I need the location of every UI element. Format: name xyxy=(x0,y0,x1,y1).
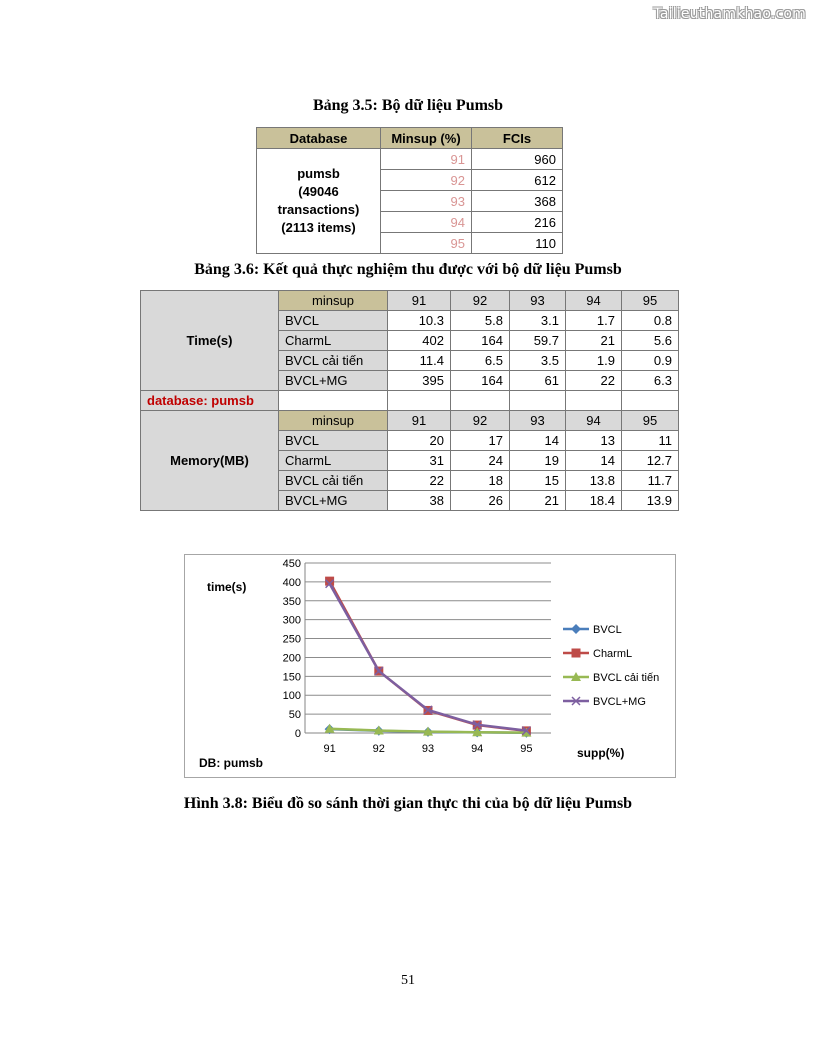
empty-cell xyxy=(566,391,622,411)
fcis-cell: 368 xyxy=(472,191,563,212)
time-value: 6.5 xyxy=(451,351,510,371)
memory-value: 12.7 xyxy=(622,451,679,471)
watermark: Tailieuthamkhao.com xyxy=(653,6,806,22)
empty-cell xyxy=(279,391,388,411)
database-cell xyxy=(257,149,381,254)
minsup-header: 94 xyxy=(566,291,622,311)
algorithm-label: BVCL+MG xyxy=(279,371,388,391)
memory-value: 14 xyxy=(566,451,622,471)
database-items: (2113 items) xyxy=(281,220,356,235)
memory-value: 13.8 xyxy=(566,471,622,491)
figure-caption: Hình 3.8: Biểu đồ so sánh thời gian thực thi của bộ dữ liệu Pumsb xyxy=(183,795,633,812)
x-tick-label: 92 xyxy=(372,743,385,755)
y-tick-label: 300 xyxy=(282,614,301,627)
algorithm-label: BVCL+MG xyxy=(279,491,388,511)
y-axis-title: time(s) xyxy=(207,580,247,594)
minsup-label: minsup xyxy=(279,411,388,431)
y-tick-label: 100 xyxy=(282,690,301,703)
time-value: 3.5 xyxy=(510,351,566,371)
memory-value: 22 xyxy=(388,471,451,491)
legend-marker xyxy=(571,624,581,634)
database-transactions-label: transactions) xyxy=(277,202,360,217)
memory-value: 13 xyxy=(566,431,622,451)
fcis-cell: 612 xyxy=(472,170,563,191)
memory-value: 26 xyxy=(451,491,510,511)
empty-cell xyxy=(510,391,566,411)
time-group-label: Time(s) xyxy=(141,291,279,391)
memory-value: 17 xyxy=(451,431,510,451)
minsup-header: 93 xyxy=(510,291,566,311)
y-tick-label: 0 xyxy=(294,728,301,740)
time-value: 10.3 xyxy=(388,311,451,331)
algorithm-label: CharmL xyxy=(279,331,388,351)
y-tick-label: 50 xyxy=(288,709,301,722)
time-chart xyxy=(184,554,676,778)
time-value: 402 xyxy=(388,331,451,351)
fcis-cell: 960 xyxy=(472,149,563,170)
minsup-cell: 93 xyxy=(381,191,472,212)
legend-label: CharmL xyxy=(593,648,633,660)
minsup-cell: 94 xyxy=(381,212,472,233)
minsup-cell: 95 xyxy=(381,233,472,254)
minsup-header: 95 xyxy=(622,291,679,311)
minsup-header: 91 xyxy=(388,411,451,431)
memory-value: 13.9 xyxy=(622,491,679,511)
y-tick-label: 450 xyxy=(282,558,301,570)
memory-group-label: Memory(MB) xyxy=(141,411,279,511)
y-tick-label: 400 xyxy=(282,576,301,589)
time-value: 11.4 xyxy=(388,351,451,371)
memory-value: 20 xyxy=(388,431,451,451)
x-tick-label: 91 xyxy=(323,743,336,755)
memory-value: 18 xyxy=(451,471,510,491)
algorithm-label: CharmL xyxy=(279,451,388,471)
time-value: 59.7 xyxy=(510,331,566,351)
database-name: pumsb xyxy=(297,166,340,181)
header-database: Database xyxy=(257,128,381,149)
table-3-6 xyxy=(140,290,679,511)
memory-value: 19 xyxy=(510,451,566,471)
chart-note: DB: pumsb xyxy=(199,756,263,770)
x-tick-label: 94 xyxy=(471,743,484,755)
x-tick-label: 93 xyxy=(421,743,435,755)
memory-value: 31 xyxy=(388,451,451,471)
time-value: 5.8 xyxy=(451,311,510,331)
empty-cell xyxy=(622,391,679,411)
algorithm-label: BVCL cải tiến xyxy=(279,351,388,371)
time-value: 6.3 xyxy=(622,371,679,391)
minsup-header: 92 xyxy=(451,411,510,431)
time-value: 5.6 xyxy=(622,331,679,351)
minsup-header: 93 xyxy=(510,411,566,431)
chart-svg xyxy=(185,555,675,777)
minsup-label: minsup xyxy=(279,291,388,311)
fcis-cell: 110 xyxy=(472,233,563,254)
time-value: 22 xyxy=(566,371,622,391)
header-fcis: FCIs xyxy=(472,128,563,149)
minsup-cell: 92 xyxy=(381,170,472,191)
legend-label: BVCL+MG xyxy=(593,696,646,708)
page-number: 51 xyxy=(401,973,415,988)
time-value: 3.1 xyxy=(510,311,566,331)
minsup-header: 91 xyxy=(388,291,451,311)
algorithm-label: BVCL xyxy=(279,431,388,451)
time-value: 21 xyxy=(566,331,622,351)
time-value: 61 xyxy=(510,371,566,391)
empty-cell xyxy=(451,391,510,411)
memory-value: 38 xyxy=(388,491,451,511)
memory-value: 15 xyxy=(510,471,566,491)
legend-marker xyxy=(572,649,581,658)
time-value: 0.8 xyxy=(622,311,679,331)
header-minsup: Minsup (%) xyxy=(381,128,472,149)
legend-label: BVCL cải tiến xyxy=(593,672,660,684)
memory-value: 11.7 xyxy=(622,471,679,491)
x-tick-label: 95 xyxy=(520,743,533,755)
y-tick-label: 150 xyxy=(282,671,301,684)
algorithm-label: BVCL cải tiến xyxy=(279,471,388,491)
memory-value: 24 xyxy=(451,451,510,471)
database-label: database: pumsb xyxy=(141,391,279,411)
minsup-header: 94 xyxy=(566,411,622,431)
y-tick-label: 350 xyxy=(282,595,301,608)
memory-value: 14 xyxy=(510,431,566,451)
time-value: 1.9 xyxy=(566,351,622,371)
table-3-6-caption: Bảng 3.6: Kết quả thực nghiệm thu được với bộ dữ liệu Pumsb xyxy=(194,261,622,278)
table-3-5-caption: Bảng 3.5: Bộ dữ liệu Pumsb xyxy=(312,97,504,114)
empty-cell xyxy=(388,391,451,411)
y-tick-label: 200 xyxy=(282,652,301,665)
memory-value: 21 xyxy=(510,491,566,511)
minsup-cell: 91 xyxy=(381,149,472,170)
table-3-5 xyxy=(256,127,563,254)
x-axis-title: supp(%) xyxy=(577,746,625,760)
time-value: 395 xyxy=(388,371,451,391)
memory-value: 11 xyxy=(622,431,679,451)
algorithm-label: BVCL xyxy=(279,311,388,331)
time-value: 164 xyxy=(451,331,510,351)
time-value: 0.9 xyxy=(622,351,679,371)
time-value: 164 xyxy=(451,371,510,391)
memory-value: 18.4 xyxy=(566,491,622,511)
legend-label: BVCL xyxy=(593,624,622,636)
y-tick-label: 250 xyxy=(282,633,301,646)
fcis-cell: 216 xyxy=(472,212,563,233)
minsup-header: 95 xyxy=(622,411,679,431)
time-value: 1.7 xyxy=(566,311,622,331)
minsup-header: 92 xyxy=(451,291,510,311)
database-transactions-count: (49046 xyxy=(298,184,339,199)
